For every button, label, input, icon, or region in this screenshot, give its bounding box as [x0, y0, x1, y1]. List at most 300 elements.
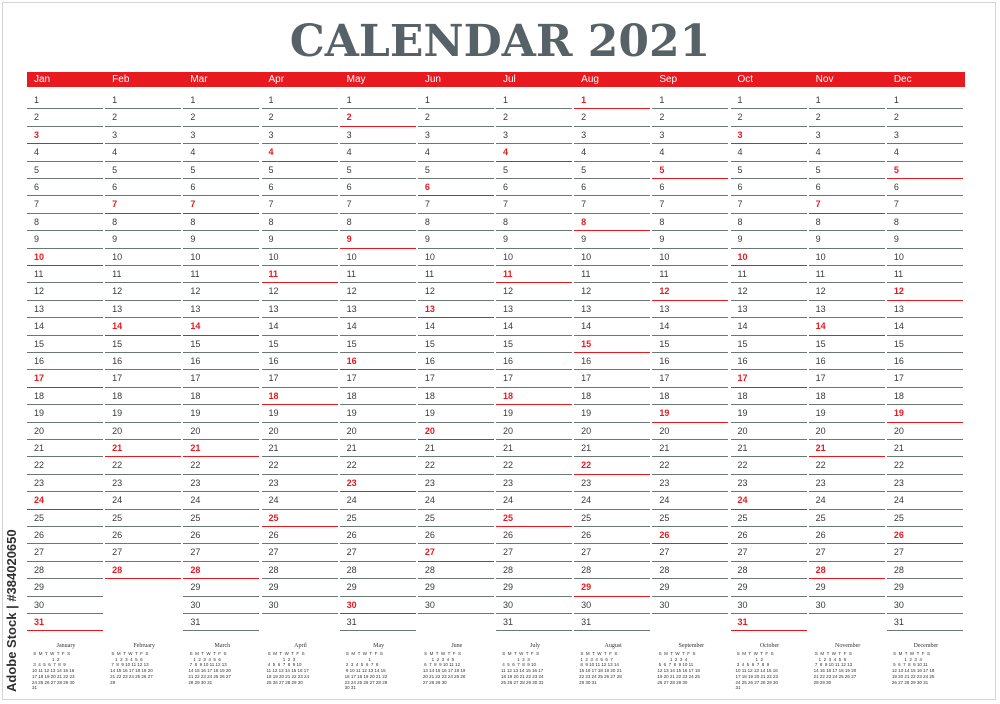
day-cell — [809, 266, 885, 283]
day-number: 8 — [659, 216, 665, 227]
day-cell — [496, 544, 572, 561]
day-cell — [262, 144, 338, 161]
day-cell — [340, 214, 416, 231]
day-cell — [340, 318, 416, 335]
day-cell — [105, 353, 181, 370]
day-number: 11 — [893, 269, 904, 279]
day-cell — [887, 405, 963, 422]
day-number: 27 — [34, 547, 45, 558]
day-number: 30 — [190, 599, 201, 610]
day-cell — [887, 179, 963, 196]
day-cell — [731, 440, 807, 457]
day-number: 7 — [737, 199, 743, 210]
day-cell — [183, 405, 259, 422]
day-cell — [652, 179, 728, 196]
month-label-aug: Aug — [581, 74, 599, 85]
day-cell — [496, 475, 572, 492]
day-cell — [887, 353, 963, 370]
day-cell — [183, 92, 259, 109]
day-cell — [340, 336, 416, 353]
mini-calendar-days: S M T W T F S 1 2 3 4 5 6 7 8 9 10 11 12 13 14 15 16 17 18 19 20 21 22 23 24 25 26 27 28 29 30 31 — [579, 651, 622, 685]
day-cell — [574, 266, 650, 283]
day-number: 9 — [346, 234, 352, 245]
write-line — [418, 613, 494, 614]
day-number: 22 — [581, 460, 592, 471]
day-cell — [418, 162, 494, 179]
day-number: 27 — [581, 547, 592, 558]
day-number: 30 — [346, 599, 357, 610]
day-cell — [418, 144, 494, 161]
day-number: 20 — [190, 425, 201, 436]
day-number: 23 — [34, 477, 45, 488]
write-line — [809, 613, 885, 614]
day-cell — [418, 249, 494, 266]
day-number: 27 — [346, 547, 357, 558]
day-cell — [809, 283, 885, 300]
day-number: 20 — [659, 425, 670, 436]
day-cell — [731, 510, 807, 527]
day-cell — [574, 388, 650, 405]
day-cell — [27, 92, 103, 109]
day-cell — [262, 231, 338, 248]
day-number: 9 — [815, 234, 821, 245]
day-number: 1 — [346, 95, 352, 105]
day-number: 1 — [815, 95, 821, 105]
day-cell — [809, 214, 885, 231]
day-cell — [652, 214, 728, 231]
day-number: 29 — [190, 582, 201, 593]
day-number: 23 — [424, 477, 435, 488]
day-number: 14 — [815, 321, 826, 332]
write-line — [340, 630, 416, 631]
day-number: 11 — [424, 269, 435, 279]
day-number: 21 — [581, 443, 592, 453]
day-number: 19 — [815, 408, 826, 419]
day-number: 21 — [659, 443, 670, 453]
day-number: 19 — [581, 408, 592, 419]
day-number: 24 — [346, 495, 357, 506]
day-number: 17 — [659, 373, 670, 384]
day-number: 18 — [659, 390, 670, 401]
mini-calendar-title: January — [56, 643, 76, 649]
day-cell — [340, 614, 416, 631]
day-number: 8 — [893, 216, 899, 227]
day-number: 28 — [737, 564, 748, 575]
day-cell — [105, 249, 181, 266]
day-cell — [574, 127, 650, 144]
day-cell — [340, 405, 416, 422]
day-cell — [496, 405, 572, 422]
day-number: 15 — [424, 338, 435, 349]
day-cell — [731, 475, 807, 492]
day-cell — [105, 318, 181, 335]
day-number: 7 — [346, 199, 352, 210]
day-cell — [262, 92, 338, 109]
day-cell — [809, 405, 885, 422]
day-cell — [27, 440, 103, 457]
day-cell — [731, 179, 807, 196]
day-cell — [652, 405, 728, 422]
day-number: 7 — [815, 199, 821, 210]
day-cell — [27, 475, 103, 492]
day-number: 14 — [737, 321, 748, 332]
day-number: 3 — [346, 129, 352, 140]
mini-calendar-days: S M T W T F S 1 2 3 4 5 6 7 8 9 10 11 12 13 14 15 16 17 18 19 20 21 22 23 24 25 26 27 28 29 30 31 — [891, 651, 935, 685]
day-cell — [105, 301, 181, 318]
day-number: 5 — [268, 164, 274, 175]
day-cell — [418, 179, 494, 196]
day-number: 11 — [581, 269, 591, 279]
day-number: 16 — [659, 356, 670, 366]
day-cell — [809, 527, 885, 544]
day-number: 1 — [34, 95, 40, 105]
day-cell — [183, 544, 259, 561]
day-cell — [340, 457, 416, 474]
day-number: 20 — [737, 425, 748, 436]
day-number: 12 — [815, 286, 826, 297]
day-cell — [731, 162, 807, 179]
day-number: 28 — [424, 564, 435, 575]
day-number: 27 — [424, 547, 435, 558]
day-number: 9 — [737, 234, 743, 245]
day-number: 6 — [34, 182, 40, 192]
day-cell — [262, 527, 338, 544]
day-number: 11 — [503, 269, 513, 279]
mini-calendar-days: S M T W T F S 1 2 3 4 5 6 7 8 9 10 11 12 13 14 15 16 17 18 19 20 21 22 23 24 25 26 27 28 — [110, 651, 153, 685]
day-number: 29 — [34, 582, 45, 593]
day-number: 26 — [34, 530, 45, 540]
day-cell — [27, 179, 103, 196]
day-number: 8 — [190, 216, 196, 227]
day-number: 10 — [34, 251, 45, 262]
day-cell — [418, 388, 494, 405]
day-number: 31 — [190, 617, 201, 627]
mini-calendar-november — [809, 643, 887, 693]
day-number: 21 — [893, 443, 904, 453]
day-cell — [652, 127, 728, 144]
day-number: 30 — [815, 599, 826, 610]
day-cell — [652, 423, 728, 440]
day-number: 22 — [503, 460, 514, 471]
day-number: 15 — [503, 338, 514, 349]
day-cell — [262, 457, 338, 474]
day-cell — [27, 388, 103, 405]
day-number: 14 — [424, 321, 435, 332]
day-cell — [887, 92, 963, 109]
day-cell — [731, 318, 807, 335]
day-cell — [887, 266, 963, 283]
day-cell — [105, 562, 181, 579]
day-number: 30 — [893, 599, 904, 610]
day-number: 18 — [503, 390, 514, 401]
day-cell — [652, 336, 728, 353]
day-number: 15 — [659, 338, 670, 349]
day-number: 6 — [581, 182, 587, 192]
day-cell — [418, 266, 494, 283]
day-cell — [574, 162, 650, 179]
day-number: 26 — [893, 530, 904, 540]
day-number: 13 — [190, 303, 201, 314]
day-number: 2 — [659, 112, 665, 123]
day-number: 13 — [659, 303, 670, 314]
day-cell — [652, 301, 728, 318]
day-number: 19 — [112, 408, 123, 419]
day-cell — [27, 301, 103, 318]
day-cell — [496, 92, 572, 109]
day-number: 14 — [503, 321, 514, 332]
day-cell — [105, 370, 181, 387]
mini-calendars-row — [27, 643, 965, 693]
day-number: 1 — [581, 95, 587, 105]
day-number: 28 — [815, 564, 826, 575]
day-number: 1 — [268, 95, 274, 105]
day-cell — [105, 544, 181, 561]
day-number: 16 — [424, 356, 435, 366]
month-label-feb: Feb — [112, 74, 130, 85]
day-cell — [574, 527, 650, 544]
day-cell — [418, 579, 494, 596]
day-number: 30 — [34, 599, 45, 610]
day-number: 28 — [581, 564, 592, 575]
day-cell — [418, 370, 494, 387]
day-cell — [809, 597, 885, 614]
day-cell — [652, 196, 728, 213]
day-cell — [27, 249, 103, 266]
day-number: 2 — [268, 112, 274, 123]
day-number: 15 — [112, 338, 123, 349]
day-number: 24 — [34, 495, 45, 506]
day-number: 29 — [815, 582, 826, 593]
mini-calendar-january — [27, 643, 105, 693]
day-number: 4 — [737, 147, 743, 158]
day-cell — [574, 109, 650, 126]
day-cell — [418, 562, 494, 579]
day-cell — [262, 579, 338, 596]
write-line — [105, 578, 181, 579]
day-number: 19 — [34, 408, 45, 419]
day-number: 1 — [893, 95, 899, 105]
mini-calendar-days: S M T W T F S 1 2 3 4 5 6 7 8 9 10 11 12 13 14 15 16 17 18 19 20 21 22 23 24 25 26 27 28 29 30 31 — [735, 651, 779, 691]
day-cell — [809, 492, 885, 509]
day-number: 12 — [346, 286, 357, 297]
day-cell — [731, 249, 807, 266]
day-number: 22 — [737, 460, 748, 471]
day-cell — [105, 440, 181, 457]
day-cell — [887, 370, 963, 387]
day-cell — [27, 231, 103, 248]
day-number: 10 — [346, 251, 357, 262]
day-cell — [340, 179, 416, 196]
day-number: 10 — [190, 251, 201, 262]
day-number: 7 — [112, 199, 118, 210]
day-number: 16 — [346, 356, 357, 366]
day-cell — [418, 283, 494, 300]
day-number: 29 — [424, 582, 435, 593]
day-cell — [809, 562, 885, 579]
month-label-jan: Jan — [34, 74, 51, 85]
day-cell — [27, 370, 103, 387]
day-number: 22 — [34, 460, 45, 471]
day-cell — [887, 283, 963, 300]
day-number: 27 — [503, 547, 514, 558]
day-number: 17 — [34, 373, 45, 384]
day-cell — [262, 492, 338, 509]
day-cell — [887, 527, 963, 544]
day-number: 21 — [112, 443, 123, 453]
day-cell — [183, 388, 259, 405]
day-cell — [809, 231, 885, 248]
day-number: 2 — [503, 112, 509, 123]
day-number: 1 — [424, 95, 430, 105]
day-cell — [887, 423, 963, 440]
day-number: 15 — [190, 338, 201, 349]
day-cell — [105, 336, 181, 353]
mini-calendar-days: S M T W T F S 1 2 3 4 5 6 7 8 9 10 11 12 13 14 15 16 17 18 19 20 21 22 23 24 25 26 27 28 29 30 — [813, 651, 857, 685]
day-number: 29 — [737, 582, 748, 593]
day-number: 27 — [737, 547, 748, 558]
day-cell — [262, 127, 338, 144]
day-cell — [731, 405, 807, 422]
day-cell — [27, 492, 103, 509]
day-cell — [887, 492, 963, 509]
day-cell — [731, 92, 807, 109]
day-number: 19 — [893, 408, 904, 419]
day-cell — [887, 440, 963, 457]
day-cell — [809, 370, 885, 387]
day-number: 8 — [581, 216, 587, 227]
day-number: 5 — [112, 164, 118, 175]
day-number: 28 — [346, 564, 357, 575]
day-number: 24 — [268, 495, 279, 506]
day-cell — [418, 214, 494, 231]
day-cell — [731, 544, 807, 561]
day-number: 31 — [581, 617, 592, 627]
day-cell — [27, 214, 103, 231]
day-number: 31 — [893, 617, 904, 627]
day-cell — [183, 492, 259, 509]
day-number: 14 — [346, 321, 357, 332]
day-number: 9 — [503, 234, 509, 245]
mini-calendar-days: S M T W T F S 1 2 3 4 5 6 7 8 9 10 11 12 13 14 15 16 17 18 19 20 21 22 23 24 25 26 27 28 29 30 31 — [188, 651, 231, 685]
day-cell — [340, 266, 416, 283]
mini-calendar-title: July — [529, 643, 540, 649]
day-cell — [418, 405, 494, 422]
day-number: 7 — [503, 199, 509, 210]
day-cell — [262, 162, 338, 179]
day-number: 20 — [424, 425, 435, 436]
day-cell — [27, 597, 103, 614]
day-number: 6 — [893, 182, 899, 192]
day-cell — [574, 475, 650, 492]
day-cell — [809, 579, 885, 596]
day-number: 22 — [815, 460, 826, 471]
day-number: 10 — [581, 251, 592, 262]
day-cell — [183, 510, 259, 527]
day-number: 11 — [737, 269, 747, 279]
day-number: 17 — [503, 373, 514, 384]
day-number: 8 — [112, 216, 118, 227]
mini-calendar-title: September — [678, 643, 705, 649]
day-cell — [105, 214, 181, 231]
day-cell — [887, 144, 963, 161]
day-number: 30 — [503, 599, 514, 610]
day-cell — [27, 336, 103, 353]
day-cell — [418, 510, 494, 527]
day-number: 11 — [190, 269, 200, 279]
day-cell — [183, 179, 259, 196]
day-cell — [27, 405, 103, 422]
day-number: 25 — [581, 512, 592, 523]
day-number: 27 — [815, 547, 826, 558]
day-cell — [496, 423, 572, 440]
mini-calendar-title: October — [759, 643, 780, 649]
day-number: 9 — [268, 234, 274, 245]
day-cell — [809, 510, 885, 527]
day-number: 13 — [737, 303, 748, 314]
day-cell — [574, 423, 650, 440]
day-cell — [731, 353, 807, 370]
day-cell — [340, 353, 416, 370]
day-number: 4 — [424, 147, 430, 158]
day-number: 17 — [893, 373, 904, 384]
day-cell — [887, 214, 963, 231]
day-cell — [809, 336, 885, 353]
day-cell — [887, 614, 963, 631]
day-cell — [574, 196, 650, 213]
day-number: 1 — [112, 95, 118, 105]
day-number: 3 — [112, 129, 118, 140]
day-cell — [652, 231, 728, 248]
day-cell — [340, 423, 416, 440]
day-cell — [809, 162, 885, 179]
day-cell — [809, 388, 885, 405]
day-cell — [27, 353, 103, 370]
day-cell — [340, 597, 416, 614]
day-cell — [340, 196, 416, 213]
day-cell — [496, 127, 572, 144]
day-cell — [809, 249, 885, 266]
day-number: 4 — [659, 147, 665, 158]
day-cell — [27, 109, 103, 126]
day-number: 15 — [737, 338, 748, 349]
day-number: 9 — [112, 234, 118, 245]
day-number: 7 — [893, 199, 899, 210]
day-cell — [27, 283, 103, 300]
day-cell — [105, 144, 181, 161]
day-cell — [418, 544, 494, 561]
day-number: 31 — [737, 617, 748, 627]
day-cell — [731, 492, 807, 509]
day-number: 13 — [581, 303, 592, 314]
day-number: 5 — [503, 164, 509, 175]
day-number: 18 — [737, 390, 748, 401]
mini-calendar-june — [418, 643, 496, 693]
day-number: 4 — [346, 147, 352, 158]
day-cell — [418, 318, 494, 335]
day-cell — [652, 318, 728, 335]
day-number: 24 — [503, 495, 514, 506]
day-cell — [887, 231, 963, 248]
day-cell — [105, 127, 181, 144]
day-number: 4 — [34, 147, 40, 158]
day-cell — [418, 423, 494, 440]
day-number: 2 — [581, 112, 587, 123]
day-number: 20 — [268, 425, 279, 436]
day-number: 29 — [346, 582, 357, 593]
day-cell — [27, 510, 103, 527]
day-number: 13 — [34, 303, 45, 314]
day-cell — [731, 614, 807, 631]
